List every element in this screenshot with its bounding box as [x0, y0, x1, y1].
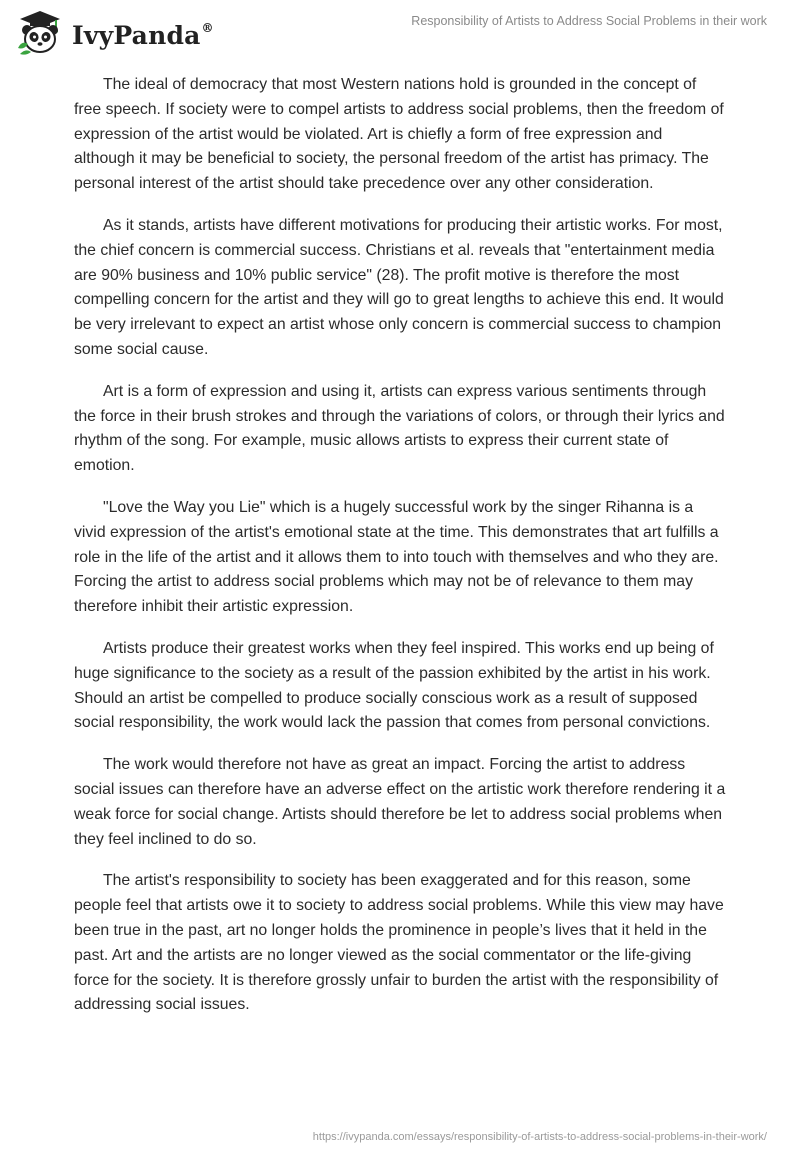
paragraph: The artist's responsibility to society has been exaggerated and for this reason, some people feel that artists owe it to society to address social problems. While this view may have been true in the past, art no longer holds the prominence in people’s lives that it held in the past. Art and the artists are no longer viewed as the social commentator or the life-giving force for the society. It is therefore grossly unfair to burden the artist with the responsibility of addressing social issues.	[74, 872, 724, 1014]
registered-mark: ®	[201, 21, 214, 35]
paragraph: The work would therefore not have as great an impact. Forcing the artist to address social issues can therefore have an adverse effect on the artistic work therefore rendering it a weak force for social change. Artists should therefore be let to address social problems when they feel inclined to do so.	[74, 756, 726, 848]
paragraph: "Love the Way you Lie" which is a hugely successful work by the singer Rihanna is a vivid expression of the artist's emotional state at the time. This demonstrates that art fulfills a role in the life of the artist and it allows them to into touch with themselves and who they are. Forcing the artist to address social problems which may not be of relevance to them may therefore inhibit their artistic expression.	[74, 498, 719, 616]
paragraph: Art is a form of expression and using it, artists can express various sentiments through the force in their brush strokes and through the variations of colors, or through their lyrics and rhythm of the song. For example, music allows artists to express their current state of emotion.	[74, 382, 725, 475]
page-header	[0, 0, 800, 64]
paragraph: As it stands, artists have different motivations for producing their artistic works. For most, the chief concern is commercial success. Christians et al. reveals that "entertainment media are 90% business and 10% public service" (28). The profit motive is therefore the most compelling concern for the artist and they will go to great lengths to achieve this end. It would be very irrelevant to expect an artist whose only concern is commercial success to champion some social cause.	[74, 216, 724, 358]
brand-name: IvyPanda®	[72, 21, 214, 50]
document-title: Responsibility of Artists to Address Social Problems in their work	[411, 14, 767, 28]
panda-graduate-icon	[16, 8, 64, 56]
essay-body	[74, 73, 726, 1035]
paragraph: Artists produce their greatest works when they feel inspired. This works end up being of huge significance to the society as a result of the passion exhibited by the artist in his work. Should an artist be compelled to produce socially conscious work as a result of supposed social responsibility, the work would lack the passion that comes from personal convictions.	[74, 639, 714, 732]
brand-logo[interactable]	[16, 8, 214, 56]
paragraph: The ideal of democracy that most Western nations hold is grounded in the concept of free speech. If society were to compel artists to address social problems, then the freedom of expression of the artist would be violated. Art is chiefly a form of free expression and although it may be beneficial to society, the personal freedom of the artist has primacy. The personal interest of the artist should take precedence over any other consideration.	[74, 76, 724, 193]
source-url[interactable]: https://ivypanda.com/essays/responsibility-of-artists-to-address-social-problems-in-their-work/	[312, 1131, 767, 1143]
